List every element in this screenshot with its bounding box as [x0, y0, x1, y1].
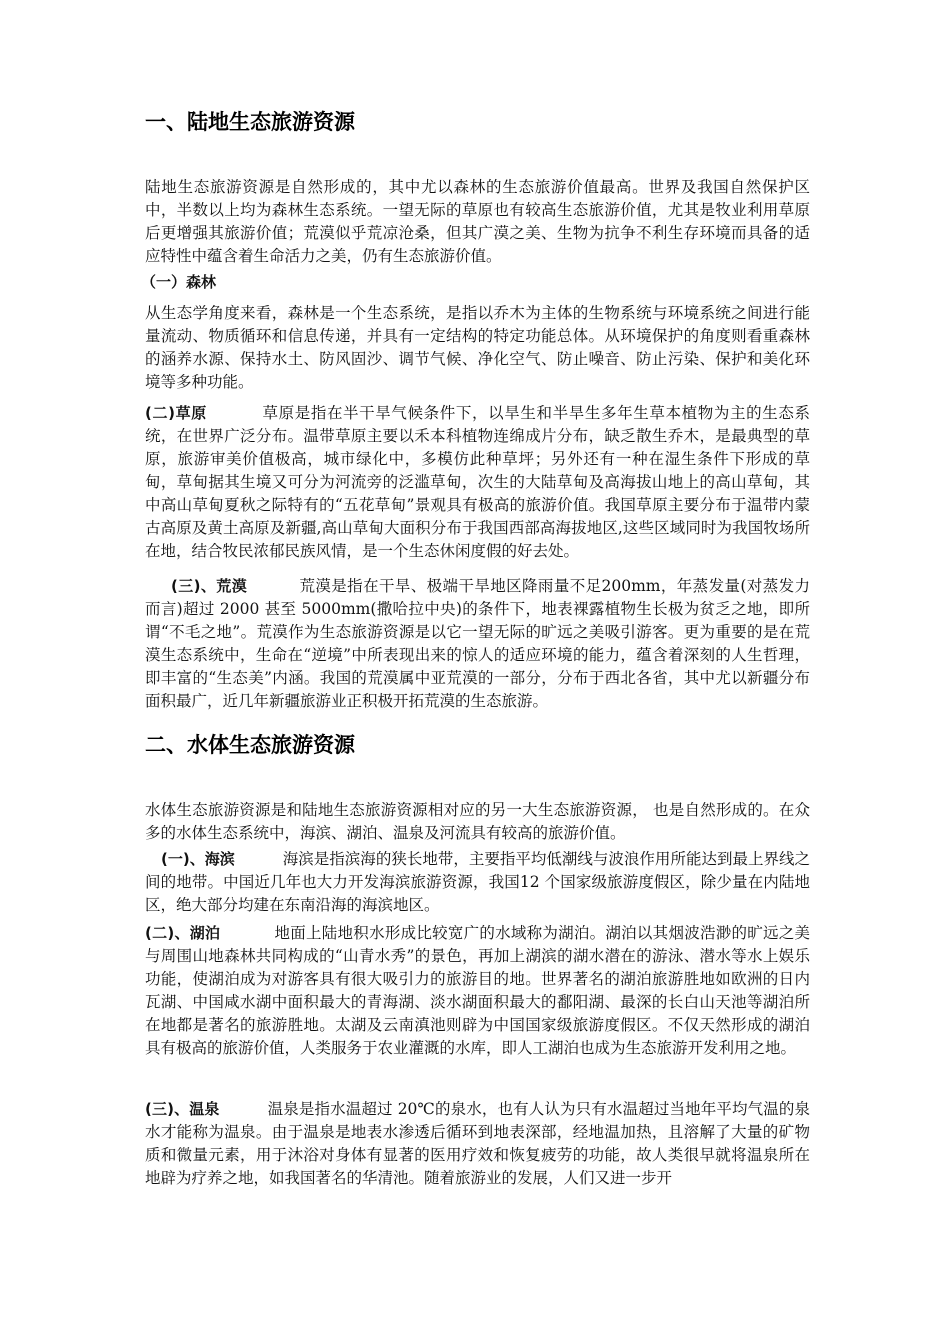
section-1-intro: 陆地生态旅游资源是自然形成的，其中尤以森林的生态旅游价值最高。世界及我国自然保护区中，半数以上均为森林生态系统。一望无际的草原也有较高生态旅游价值，尤其是牧业利用草原后更增强其旅游价值；荒漠似乎荒凉沧桑，但其广漠之美、生物为抗争不利生存环境而具备的适应特性中蕴含着生命活力之美，仍有生态旅游价值。: [145, 178, 810, 265]
desert-text: 荒漠是指在干旱、极端干旱地区降雨量不足200mm，年蒸发量(对蒸发力而言)超过 2000 甚至 5000mm(撒哈拉中央)的条件下，地表裸露植物生长极为贫乏之地，即所谓“不毛之地”。荒漠作为生态旅游资源是以它一望无际的旷远之美吸引游客。更为重要的是在荒漠生态系统中，生命在“逆境”中所表现出来的惊人的适应环境的能力，蕴含着深刻的人生哲理，即丰富的“生态美”内涵。我国的荒漠属中亚荒漠的一部分，分布于西北各省，其中尤以新疆分布面积最广，近几年新疆旅游业正积极开拓荒漠的生态旅游。: [145, 577, 810, 710]
lake-heading: (二)、湖泊: [145, 924, 221, 942]
grassland-heading: (二)草原: [145, 404, 207, 422]
forest-heading: （一）森林: [141, 273, 217, 291]
lake-paragraph: [145, 922, 810, 1060]
desert-paragraph: [145, 575, 810, 713]
seaside-paragraph: [145, 848, 810, 917]
seaside-text: 海滨是指滨海的狭长地带，主要指平均低潮线与波浪作用所能达到最上界线之间的地带。中国近几年也大力开发海滨旅游资源，我国12 个国家级旅游度假区，除少量在内陆地区，绝大部分均建在东南沿海的海滨地区。: [145, 850, 810, 914]
lake-text: 地面上陆地积水形成比较宽广的水域称为湖泊。湖泊以其烟波浩渺的旷远之美与周围山地森林共同构成的“山青水秀”的景色，再加上湖滨的湖水潜在的游泳、潜水等水上娱乐功能，使湖泊成为对游客具有很大吸引力的旅游目的地。世界著名的湖泊旅游胜地如欧洲的日内瓦湖、中国咸水湖中面积最大的青海湖、淡水湖面积最大的鄱阳湖、最深的长白山天池等湖泊所在地都是著名的旅游胜地。太湖及云南滇池则辟为中国国家级旅游度假区。不仅天然形成的湖泊具有极高的旅游价值，人类服务于农业灌溉的水库，即人工湖泊也成为生态旅游开发利用之地。: [145, 924, 810, 1057]
grassland-text: 草原是指在半干旱气候条件下，以旱生和半旱生多年生草本植物为主的生态系统，在世界广泛分布。温带草原主要以禾本科植物连绵成片分布，缺乏散生乔木，是最典型的草原，旅游审美价值极高，城市绿化中，多模仿此种草坪；另外还有一种在湿生条件下形成的草甸，草甸据其生境又可分为河流旁的泛滥草甸，次生的大陆草甸及高海拔山地上的高山草甸，其中高山草甸夏秋之际特有的“五花草甸”景观具有极高的旅游价值。我国草原主要分布于温带内蒙古高原及黄土高原及新疆,高山草甸大面积分布于我国西部高海拔地区,这些区域同时为我国牧场所在地，结合牧民浓郁民族风情，是一个生态休闲度假的好去处。: [145, 404, 810, 560]
seaside-heading: (一)、海滨: [161, 850, 235, 868]
section-1-title: 一、陆地生态旅游资源: [145, 110, 355, 134]
grassland-paragraph: [145, 402, 810, 563]
hotspring-paragraph: [145, 1098, 810, 1190]
hotspring-text: 温泉是指水温超过 20℃的泉水，也有人认为只有水温超过当地年平均气温的泉水才能称为温泉。由于温泉是地表水渗透后循环到地表深部，经地温加热，且溶解了大量的矿物质和微量元素，用于沐浴对身体有显著的医用疗效和恢复疲劳的功能，故人类很早就将温泉所在地辟为疗养之地，如我国著名的华清池。随着旅游业的发展，人们又进一步开: [145, 1100, 810, 1187]
hotspring-heading: (三)、温泉: [145, 1100, 220, 1118]
section-2-intro: 水体生态旅游资源是和陆地生态旅游资源相对应的另一大生态旅游资源， 也是自然形成的。在众多的水体生态系统中，海滨、湖泊、温泉及河流具有较高的旅游价值。: [145, 801, 810, 842]
section-2-title: 二、水体生态旅游资源: [145, 733, 355, 757]
desert-heading: (三)、荒漠: [171, 577, 248, 595]
forest-paragraph: 从生态学角度来看，森林是一个生态系统，是指以乔木为主体的生物系统与环境系统之间进行能量流动、物质循环和信息传递，并具有一定结构的特定功能总体。从环境保护的角度则看重森林的涵养水源、保持水土、防风固沙、调节气候、净化空气、防止噪音、防止污染、保护和美化环境等多种功能。: [145, 304, 810, 391]
